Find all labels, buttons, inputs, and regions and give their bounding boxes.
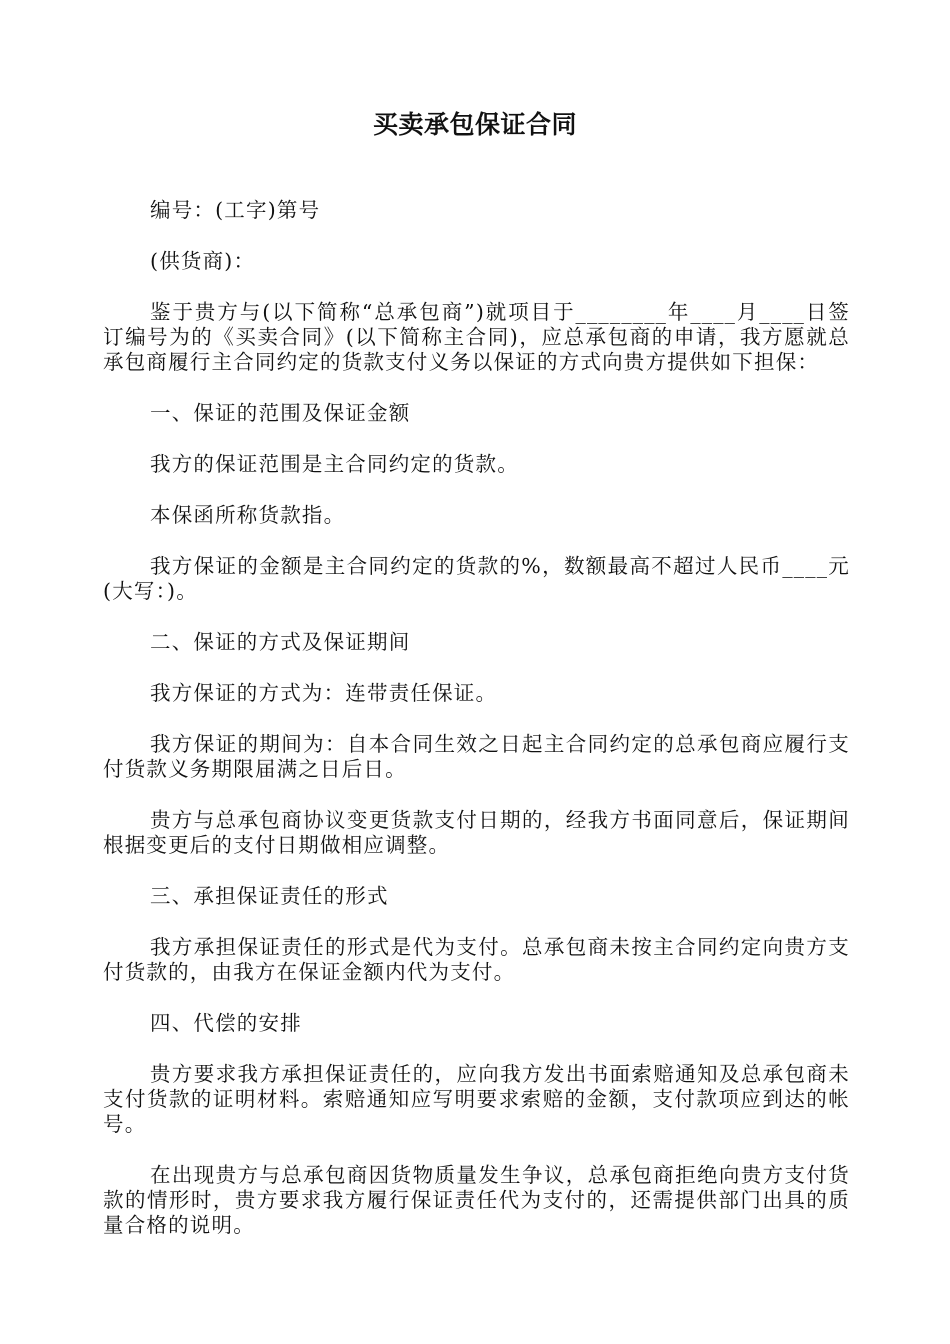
amount-paragraph: 我方保证的金额是主合同约定的货款的%，数额最高不超过人民币____元(大写：)。 <box>103 554 850 603</box>
quality-dispute-paragraph: 在出现贵方与总承包商因货物质量发生争议，总承包商拒绝向贵方支付货款的情形时，贵方要求我方履行保证责任代为支付的，还需提供部门出具的质量合格的说明。 <box>103 1163 850 1237</box>
supplier-salutation: (供货商)： <box>150 249 256 273</box>
contract-number-line: 编号：(工字)第号 <box>150 198 321 222</box>
section-heading-liability-form: 三、承担保证责任的形式 <box>150 884 389 908</box>
section-heading-method: 二、保证的方式及保证期间 <box>150 630 411 654</box>
preamble-paragraph: 鉴于贵方与(以下简称“总承包商”)就项目于________年____月____日签订编号为的《买卖合同》(以下简称主合同)，应总承包商的申请，我方愿就总承包商履行主合同约定的货款支付义务以保证的方式向贵方提供如下担保： <box>103 300 850 374</box>
section-heading-compensation: 四、代偿的安排 <box>150 1011 302 1035</box>
claim-notice-paragraph: 贵方要求我方承担保证责任的，应向我方发出书面索赔通知及总承包商未支付货款的证明材料。索赔通知应写明要求索赔的金额，支付款项应到达的帐号。 <box>103 1062 850 1136</box>
section-heading-scope: 一、保证的范围及保证金额 <box>150 401 411 425</box>
method-paragraph: 我方保证的方式为：连带责任保证。 <box>150 681 498 705</box>
period-paragraph: 我方保证的期间为：自本合同生效之日起主合同约定的总承包商应履行支付货款义务期限届满之日后日。 <box>103 732 850 781</box>
document-title: 买卖承包保证合同 <box>372 110 577 139</box>
liability-form-paragraph: 我方承担保证责任的形式是代为支付。总承包商未按主合同约定向贵方支付货款的，由我方在保证金额内代为支付。 <box>103 935 850 984</box>
document-body <box>103 198 850 1264</box>
definition-paragraph: 本保函所称货款指。 <box>150 503 346 527</box>
period-adjustment-paragraph: 贵方与总承包商协议变更货款支付日期的，经我方书面同意后，保证期间根据变更后的支付日期做相应调整。 <box>103 808 850 857</box>
scope-paragraph: 我方的保证范围是主合同约定的货款。 <box>150 452 519 476</box>
